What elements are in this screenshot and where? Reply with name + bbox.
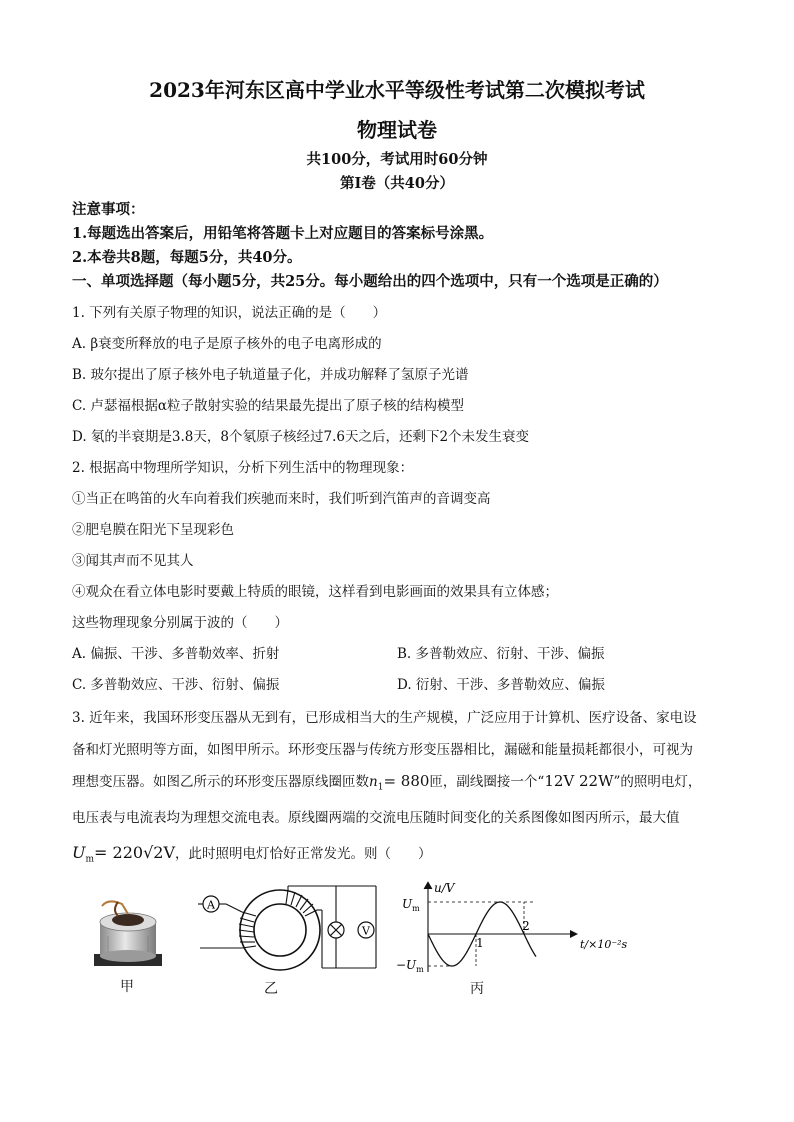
transformer-circuit-diagram [196, 884, 384, 976]
q3-line-5 [72, 842, 432, 865]
um-subscript: m [85, 854, 95, 865]
n1-subscript: 1 [377, 782, 384, 793]
q2-item-3: ③闻其声而不见其人 [72, 553, 194, 569]
um-symbol: U [72, 843, 86, 862]
toroid-core-outer [240, 890, 320, 970]
secondary-winding [286, 890, 317, 916]
q3-line-3-text-a: 理想变压器。如图乙所示的环形变压器原线圈匝数 [72, 774, 369, 790]
q1-option-c: C. 卢瑟福根据α粒子散射实验的结果最先提出了原子核的结构模型 [72, 398, 465, 414]
q2-option-b: B. 多普勒效应、衍射、干涉、偏振 [397, 646, 605, 662]
q2-item-4: ④观众在看立体电影时要戴上特质的眼镜，这样看到电影画面的效果具有立体感； [72, 584, 558, 600]
tick-2-label: 2 [522, 919, 530, 933]
y-axis-label: u/V [434, 881, 455, 895]
umin-subscript: m [416, 965, 424, 974]
q3-line-3 [72, 770, 701, 793]
part-title: 第Ⅰ卷（共40分） [340, 175, 454, 192]
q2-stem: 2. 根据高中物理所学知识，分析下列生活中的物理现象： [72, 460, 414, 476]
toroidal-transformer-photo [88, 896, 168, 972]
x-axis-label-text: t/×10⁻²s [580, 938, 628, 951]
subject-title: 物理试卷 [357, 118, 437, 142]
q1-option-d: D. 氡的半衰期是3.8天，8个氡原子核经过7.6天之后，还剩下2个未发生衰变 [72, 429, 530, 445]
q3-line-2: 备和灯光照明等方面，如图甲所示。环形变压器与传统方形变压器相比，漏磁和能量损耗都很小，可视为 [72, 742, 693, 758]
q3-line-1: 3. 近年来，我国环形变压器从无到有，已形成相当大的生产规模，广泛应用于计算机、医疗设备、家电设 [72, 710, 697, 726]
voltage-time-graph [394, 878, 634, 974]
q2-option-c: C. 多普勒效应、干涉、衍射、偏振 [72, 677, 280, 693]
q3-line-5-text: ，此时照明电灯恰好正常发光。则（ ） [175, 846, 432, 862]
q2-question: 这些物理现象分别属于波的（ ） [72, 615, 288, 631]
note-2: 2.本卷共8题，每题5分，共40分。 [72, 249, 302, 266]
q1-stem: 1. 下列有关原子物理的知识，说法正确的是（ ） [72, 305, 387, 321]
umin-label [396, 958, 424, 974]
figure-yi-caption: 乙 [264, 981, 278, 997]
section-1-heading: 一、单项选择题（每小题5分，共25分。每小题给出的四个选项中，只有一个选项是正确的） [72, 273, 668, 290]
x-axis-label [580, 938, 628, 951]
q2-item-1: ①当正在鸣笛的火车向着我们疾驰而来时，我们听到汽笛声的音调变高 [72, 491, 491, 507]
tick-1-label: 1 [476, 936, 484, 950]
exam-info: 共100分，考试用时60分钟 [306, 151, 488, 168]
umin-symbol: −U [396, 958, 417, 972]
figure-bing-caption: 丙 [470, 981, 484, 997]
voltmeter-label: V [362, 924, 370, 938]
umax-symbol: U [402, 897, 413, 911]
q2-option-d: D. 衍射、干涉、多普勒效应、偏振 [397, 677, 605, 693]
q1-option-b: B. 玻尔提出了原子核外电子轨道量子化，并成功解释了氢原子光谱 [72, 367, 469, 383]
n1-value: = 880 [383, 772, 430, 790]
q1-option-a: A. β衰变所释放的电子是原子核外的电子电离形成的 [72, 336, 382, 352]
um-value: = 220√2V [94, 843, 175, 862]
exam-title: 2023年河东区高中学业水平等级性考试第二次模拟考试 [149, 78, 645, 102]
lamp-rating: 12V 22W [544, 772, 614, 790]
n1-symbol: n [369, 774, 378, 790]
q2-option-a: A. 偏振、干涉、多普勒效率、折射 [72, 646, 280, 662]
q3-line-3-text-b: 匝，副线圈接一个“ [429, 774, 545, 790]
umax-label [402, 897, 420, 913]
figure-jia-caption: 甲 [120, 979, 134, 995]
q3-line-4: 电压表与电流表均为理想交流电表。原线圈两端的交流电压随时间变化的关系图像如图丙所示，最大值 [72, 810, 680, 826]
note-1: 1.每题选出答案后，用铅笔将答题卡上对应题目的答案标号涂黑。 [72, 225, 494, 242]
ammeter-label: A [207, 898, 215, 912]
q2-item-2: ②肥皂膜在阳光下呈现彩色 [72, 522, 234, 538]
umax-subscript: m [412, 904, 420, 913]
toroid-core-inner [254, 904, 306, 956]
notes-heading: 注意事项： [72, 201, 145, 218]
q3-line-3-text-c: ”的照明电灯， [613, 774, 702, 790]
